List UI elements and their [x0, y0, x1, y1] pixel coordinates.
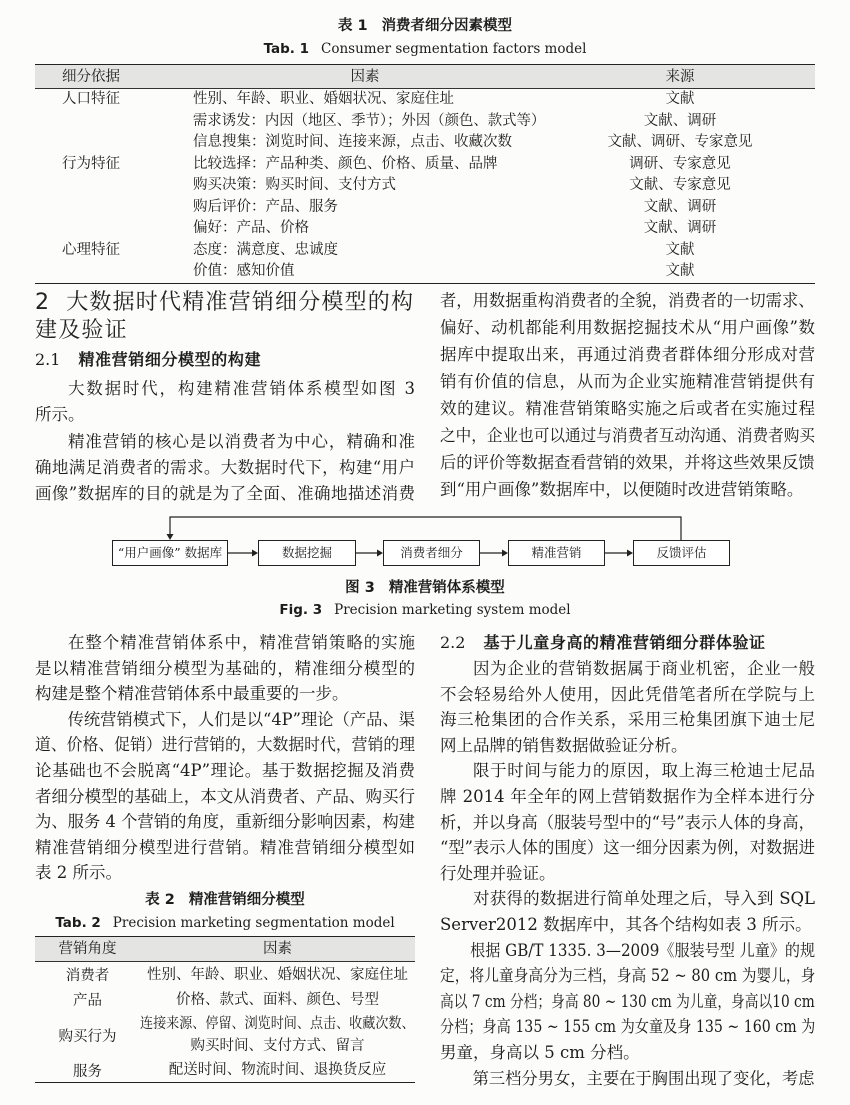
text-line: 男童，身高以 5 cm 分档。 [440, 1042, 640, 1062]
text-line: 者，用数据重构消费者的全貌，消费者的一切需求、 [440, 291, 815, 310]
table2-angle-cell: 购买行为 [58, 1028, 117, 1045]
table1-factor-cell: 偏好：产品、价格 [193, 220, 309, 236]
subsection-title: 精准营销细分模型的构建 [78, 350, 262, 369]
table-row [35, 987, 415, 1012]
table1-source-cell: 文献 [665, 241, 695, 258]
table-row [35, 197, 815, 219]
text-line: 所示。 [35, 405, 85, 425]
table2 [35, 936, 415, 1083]
table2-factor-line: 价格、款式、面料、颜色、号型 [176, 991, 379, 1008]
text-line: 确地满足消费者的需求。大数据时代下，构建“用户 [35, 457, 415, 477]
table1-group-cell: 行为特征 [62, 155, 120, 172]
table1-factor-cell: 价值：感知价值 [193, 263, 295, 279]
table-row [35, 154, 815, 176]
figure3-title-cn: 精准营销体系模型 [388, 580, 505, 596]
table2-title-en: Precision marketing segmentation model [112, 915, 395, 931]
table2-title-cn: 精准营销细分模型 [188, 892, 305, 908]
text-line: 为、服务 4 个营销的角度，重新细分影响因素，构建 [35, 812, 415, 832]
table1-label-en: Tab. 1 [263, 41, 310, 57]
subsection-heading-2-2 [440, 633, 766, 653]
table2-factor-line: 配送时间、物流时间、退换货反应 [168, 1062, 387, 1078]
table2-factor-line: 性别、年龄、职业、婚姻状况、家庭住址 [147, 966, 408, 983]
text-line: 分档；身高 135 ~ 155 cm 为女童及身 135 ~ 160 cm 为 [440, 1017, 816, 1037]
flow-box-consumer-segmentation: 消费者细分 [383, 540, 480, 566]
table1-group-cell: 人口特征 [62, 91, 120, 107]
flow-box-data-mining: 数据挖掘 [258, 540, 356, 566]
table1-factor-cell: 信息搜集：浏览时间、连接来源，点击、收藏次数 [193, 134, 512, 150]
table1-source-cell: 文献 [665, 91, 695, 107]
table1-title-cn: 消费者细分因素模型 [381, 18, 513, 34]
text-line: 偏好、动机都能利用数据挖掘技术从“用户画像”数 [440, 318, 815, 337]
table1-source-cell: 文献、调研、专家意见 [607, 134, 753, 150]
table2-caption-en [35, 913, 415, 933]
table1-header-factor: 因素 [350, 68, 380, 85]
table-row [35, 111, 815, 133]
text-line: 表 2 所示。 [35, 863, 122, 883]
text-line: 到“用户画像”数据库中，以便随时改进营销策略。 [440, 480, 804, 499]
right-column-upper-body [440, 287, 815, 503]
table-row [35, 89, 815, 111]
subsection-number: 2.2 [440, 633, 466, 652]
flow-box-user-profile-db: “用户画像” 数据库 [112, 540, 228, 566]
text-line: 因为企业的营销数据属于商业机密，企业一般 [473, 659, 815, 678]
text-line: 行处理并验证。 [440, 863, 556, 883]
table2-angle-cell: 消费者 [65, 968, 110, 984]
table-row [35, 261, 815, 283]
figure3-caption-en [0, 600, 850, 620]
section-heading [35, 289, 414, 345]
figure3-title-en: Precision marketing system model [334, 602, 571, 618]
section-number: 2 [35, 290, 51, 315]
subsection-title: 基于儿童身高的精准营销细分群体验证 [483, 633, 766, 652]
table1-title-en: Consumer segmentation factors model [321, 41, 587, 57]
table1-header-row [35, 65, 815, 89]
table2-label-en: Tab. 2 [55, 915, 101, 931]
table2-factor-cell [140, 1013, 415, 1057]
table1-source-cell: 调研、专家意见 [629, 155, 731, 172]
text-line: 网上品牌的销售数据做验证分析。 [440, 735, 688, 755]
section-heading-line [35, 289, 414, 317]
subsection-number: 2.1 [35, 350, 61, 369]
text-line: 道、价格、促销）进行营销的，大数据时代，营销的理 [35, 735, 415, 755]
flow-box-precision-marketing: 精准营销 [508, 540, 605, 566]
text-line: 精准营销细分模型进行营销。精准营销细分模型如 [35, 837, 415, 857]
table2-factor-cell [140, 989, 415, 1011]
table2-factor-cell [140, 964, 415, 986]
table1-label-cn: 表 1 [337, 18, 368, 34]
flow-box-feedback-evaluation: 反馈评估 [633, 540, 730, 566]
text-line: 对获得的数据进行简单处理之后，导入到 SQL [473, 889, 815, 909]
table1-factor-cell: 需求诱发：内因（地区、季节）；外因（颜色、款式等） [192, 112, 546, 129]
table1-caption-en [0, 39, 850, 59]
table-row [35, 240, 815, 262]
text-line: 大数据时代，构建精准营销体系模型如图 3 [68, 379, 415, 398]
text-line: 之中，企业也可以通过与消费者互动沟通、消费者购买 [440, 426, 815, 445]
text-line: 根据 GB/T 1335. 3—2009《服装号型 儿童》的规 [470, 940, 816, 960]
table-row [35, 175, 815, 197]
left-column-lower-body [35, 630, 415, 886]
text-line: 不会轻易给外人使用，因此凭借笔者所在学院与上 [440, 684, 815, 704]
text-line: Server2012 数据库中，其各个结构如表 3 所示。 [440, 914, 812, 934]
text-line: 传统营销模式下，人们是以“4P”理论（产品、渠 [67, 709, 415, 729]
table2-header-angle: 营销角度 [58, 940, 117, 957]
text-line: 是以精准营销细分模型为基础的，精准细分模型的 [35, 658, 415, 678]
table2-factor-line: 购买时间、支付方式、留言 [190, 1038, 365, 1054]
table2-header-factor: 因素 [263, 941, 292, 957]
text-line: 牌 2014 年全年的网上营销数据作为全样本进行分 [440, 786, 815, 806]
table1-source-cell: 文献、专家意见 [629, 177, 731, 193]
table-row [35, 1012, 415, 1058]
text-line: 高以 7 cm 分档；身高 80 ~ 130 cm 为儿童，身高以10 cm [440, 991, 815, 1011]
table1-source-cell: 文献、调研 [643, 220, 717, 236]
table1-factor-cell: 态度：满意度、忠诚度 [193, 241, 338, 258]
figure3-caption-cn [0, 578, 850, 598]
section-title-part: 大数据时代精准营销细分模型的构 [66, 290, 415, 315]
section-title-part: 建及验证 [35, 318, 128, 343]
figure3-label-en: Fig. 3 [279, 602, 323, 618]
table-row [35, 1058, 415, 1082]
text-line: “型”表示人体的围度）这一细分因素为例，对数据进 [440, 838, 815, 858]
feedback-arrow-line [170, 517, 681, 540]
table2-caption-cn [35, 890, 415, 910]
table1-source-cell: 文献 [665, 263, 695, 279]
table1-factor-cell: 购后评价：产品、服务 [193, 198, 338, 215]
table1-factor-cell: 购买决策：购买时间、支付方式 [193, 177, 396, 193]
text-line: 精准营销的核心是以消费者为中心，精确和准 [68, 431, 415, 451]
table-row [35, 132, 815, 154]
table2-label-cn: 表 2 [145, 892, 175, 908]
table2-angle-cell: 服务 [73, 1063, 102, 1080]
table2-angle-cell: 产品 [73, 993, 102, 1009]
text-line: 后的评价等数据查看营销的效果，并将这些效果反馈 [440, 453, 815, 472]
text-line: 第三档分男女，主要在于胸围出现了变化，考虑 [472, 1068, 815, 1088]
table1-factor-cell: 性别、年龄、职业、婚姻状况、家庭住址 [193, 91, 454, 107]
table1-caption-cn [0, 16, 850, 36]
text-line: 论基础也不会脱离“4P”理论。基于数据挖掘及消费 [35, 760, 415, 780]
subsection-heading-2-1 [35, 350, 261, 370]
table2-factor-cell [140, 1059, 415, 1081]
table-row [35, 962, 415, 987]
text-line: 在整个精准营销体系中，精准营销策略的实施 [68, 633, 415, 652]
table2-header-row [35, 937, 415, 962]
table2-factor-line: 连接来源、停留、浏览时间、点击、收藏次数、 [140, 1016, 415, 1032]
table1-group-cell: 心理特征 [62, 241, 120, 258]
text-line: 海三枪集团的合作关系，采用三枪集团旗下迪士尼 [440, 710, 815, 730]
table1-source-cell: 文献、调研 [643, 112, 717, 129]
table1-source-cell: 文献、调研 [643, 198, 717, 215]
text-line: 析，并以身高（服装号型中的“号”表示人体的身高， [440, 812, 815, 832]
table1-header-basis: 细分依据 [62, 68, 120, 85]
table1-header-source: 来源 [665, 68, 695, 85]
sec22-body [440, 656, 815, 1091]
text-line: 限于时间与能力的原因，取上海三枪迪士尼品 [473, 761, 815, 781]
text-line: 效的建议。精准营销策略实施之后或者在实施过程 [440, 399, 815, 418]
text-line: 销有价值的信息，从而为企业实施精准营销提供有 [440, 372, 815, 391]
text-line: 画像”数据库的目的就是为了全面、准确地描述消费 [35, 484, 415, 504]
text-line: 构建是整个精准营销体系中最重要的一步。 [35, 684, 349, 704]
table1 [35, 64, 815, 284]
sec21-body [35, 376, 415, 507]
text-line: 定，将儿童身高分为三档，身高 52 ~ 80 cm 为婴儿，身 [440, 966, 816, 986]
text-line: 者细分模型的基础上，本文从消费者、产品、购买行 [35, 786, 415, 806]
table1-factor-cell: 比较选择：产品种类、颜色、价格、质量、品牌 [193, 155, 498, 172]
table-row [35, 218, 815, 240]
text-line: 据库中提取出来，再通过消费者群体细分形成对营 [440, 345, 815, 364]
figure3-label-cn: 图 3 [345, 580, 375, 596]
